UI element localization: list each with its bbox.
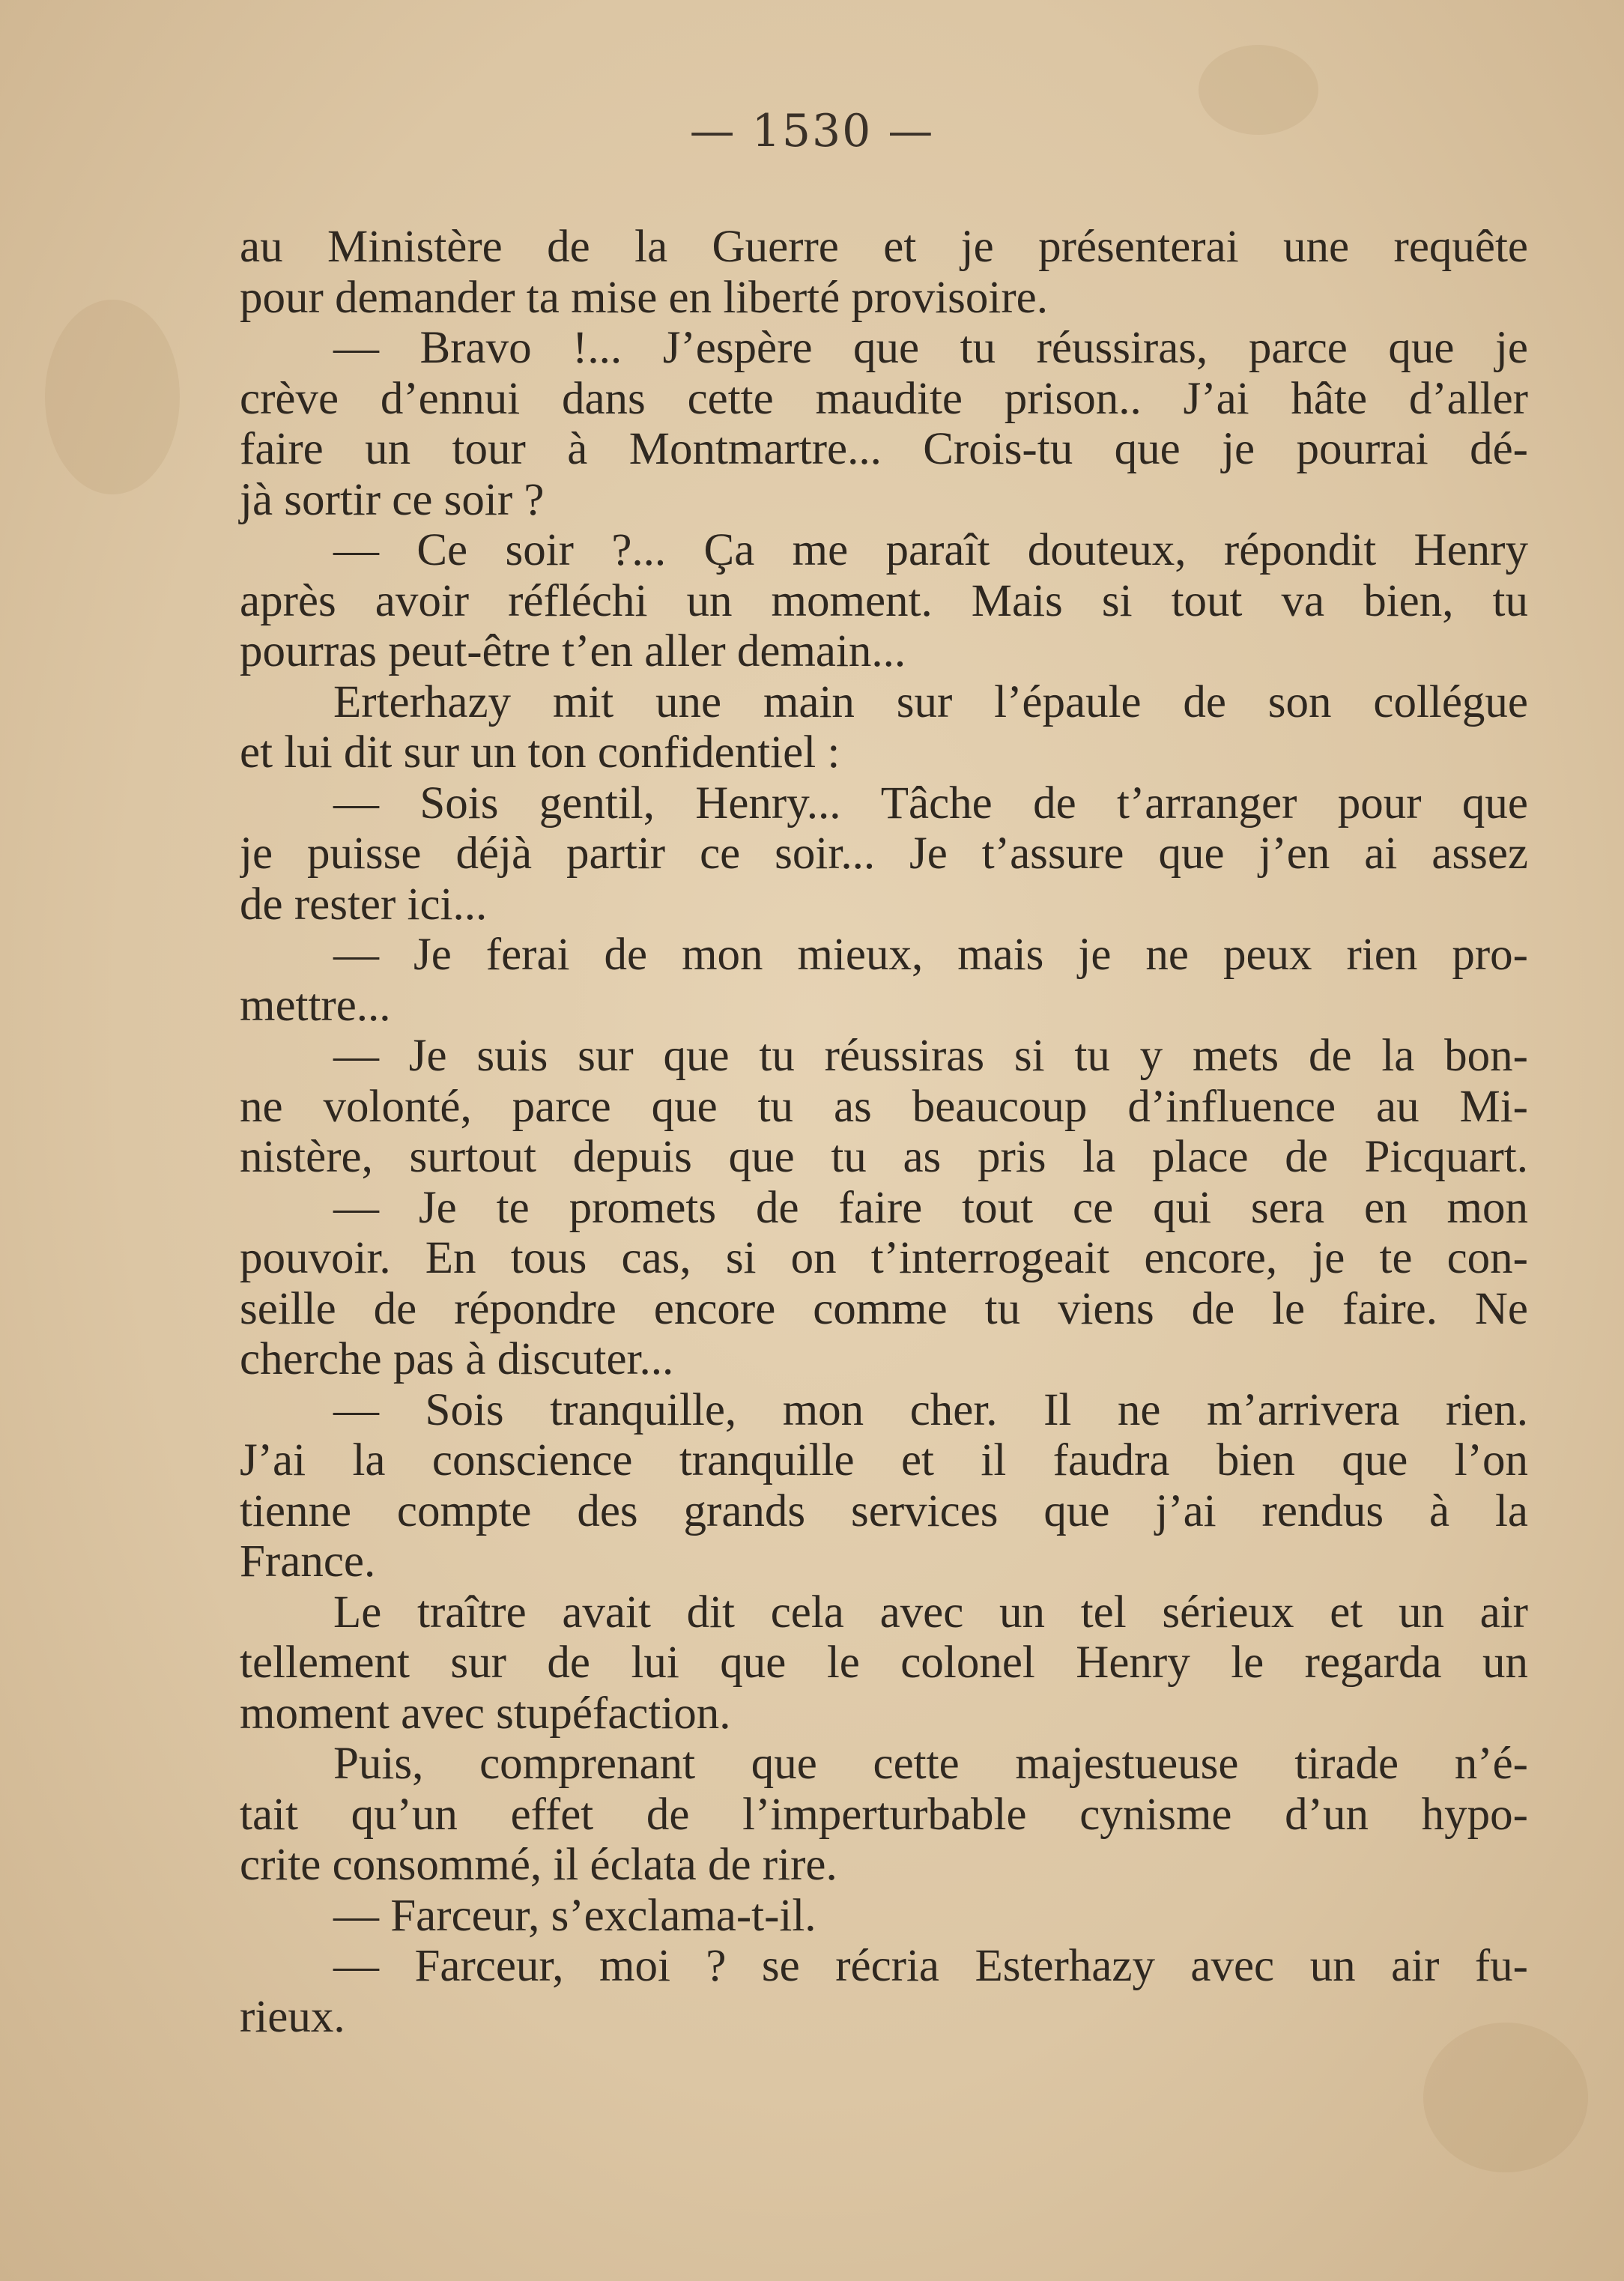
text-line: seille de répondre encore comme tu viens de le faire. Ne bbox=[240, 1283, 1528, 1334]
text-line: je puisse déjà partir ce soir... Je t’assure que j’en ai assez bbox=[240, 829, 1528, 879]
text-line: — Farceur, moi ? se récria Esterhazy avec un air fu- bbox=[333, 1941, 1528, 1991]
text-line: pourras peut-être t’en aller demain... bbox=[240, 626, 906, 676]
text-line: — Farceur, s’exclama-t-il. bbox=[333, 1890, 816, 1941]
text-line: pour demander ta mise en liberté provisoire. bbox=[240, 272, 1048, 323]
text-line: — Je suis sur que tu réussiras si tu y mets de la bon- bbox=[333, 1031, 1528, 1081]
text-line: crite consommé, il éclata de rire. bbox=[240, 1840, 837, 1890]
text-line: — Sois tranquille, mon cher. Il ne m’arrivera rien. bbox=[333, 1384, 1528, 1435]
text-line: — Bravo !... J’espère que tu réussiras, parce que je bbox=[333, 323, 1528, 373]
text-line: — Sois gentil, Henry... Tâche de t’arranger pour que bbox=[333, 778, 1528, 829]
text-line: Erterhazy mit une main sur l’épaule de son collégue bbox=[333, 676, 1528, 727]
paper-stain bbox=[1423, 2023, 1588, 2172]
text-line: tait qu’un effet de l’imperturbable cynisme d’un hypo- bbox=[240, 1789, 1528, 1840]
text-line: — Ce soir ?... Ça me paraît douteux, répondit Henry bbox=[333, 525, 1528, 575]
text-line: J’ai la conscience tranquille et il faudra bien que l’on bbox=[240, 1435, 1528, 1485]
text-line: — Je ferai de mon mieux, mais je ne peux rien pro- bbox=[333, 930, 1528, 980]
text-line: Puis, comprenant que cette majestueuse tirade n’é- bbox=[333, 1739, 1528, 1789]
text-line: crève d’ennui dans cette maudite prison.. J’ai hâte d’aller bbox=[240, 373, 1528, 424]
text-line: et lui dit sur un ton confidentiel : bbox=[240, 727, 840, 778]
text-line: au Ministère de la Guerre et je présenterai une requête bbox=[240, 222, 1528, 272]
text-line: nistère, surtout depuis que tu as pris la place de Picquart. bbox=[240, 1132, 1528, 1182]
text-line: après avoir réfléchi un moment. Mais si tout va bien, tu bbox=[240, 575, 1528, 626]
page-number: — 1530 — bbox=[689, 105, 935, 157]
text-line: Le traître avait dit cela avec un tel sérieux et un air bbox=[333, 1587, 1528, 1638]
text-line: pouvoir. En tous cas, si on t’interrogeait encore, je te con- bbox=[240, 1233, 1528, 1283]
text-line: faire un tour à Montmartre... Crois-tu que je pourrai dé- bbox=[240, 424, 1528, 474]
text-line: cherche pas à discuter... bbox=[240, 1334, 674, 1384]
text-line: tienne compte des grands services que j’ai rendus à la bbox=[240, 1485, 1528, 1536]
text-line: ne volonté, parce que tu as beaucoup d’influence au Mi- bbox=[240, 1081, 1528, 1132]
paper-stain bbox=[45, 300, 180, 494]
text-line: France. bbox=[240, 1536, 376, 1587]
body-text bbox=[240, 222, 1528, 2042]
text-line: de rester ici... bbox=[240, 879, 488, 930]
text-line: moment avec stupéfaction. bbox=[240, 1688, 731, 1739]
text-line: tellement sur de lui que le colonel Henry le regarda un bbox=[240, 1638, 1528, 1688]
text-line: jà sortir ce soir ? bbox=[240, 474, 545, 525]
text-line: mettre... bbox=[240, 980, 391, 1031]
text-line: — Je te promets de faire tout ce qui sera en mon bbox=[333, 1182, 1528, 1233]
text-line: rieux. bbox=[240, 1991, 345, 2042]
